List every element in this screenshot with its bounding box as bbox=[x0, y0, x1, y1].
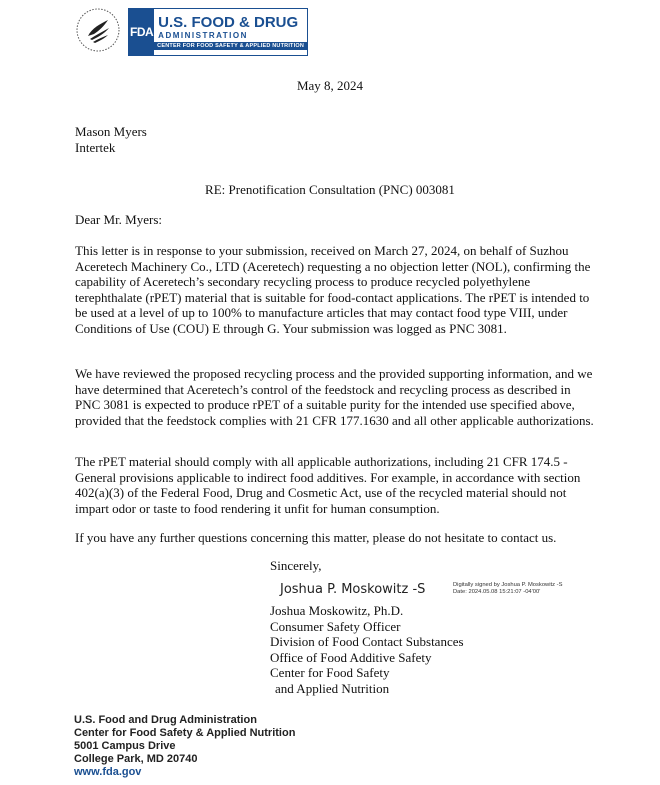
footer-website-link[interactable]: www.fda.gov bbox=[74, 766, 142, 778]
fda-title: U.S. FOOD & DRUG bbox=[158, 13, 299, 31]
fda-center-name: CENTER FOR FOOD SAFETY & APPLIED NUTRITION bbox=[154, 42, 307, 50]
footer-center: Center for Food Safety & Applied Nutrition bbox=[74, 727, 296, 739]
signer-center-cont: and Applied Nutrition bbox=[275, 680, 390, 696]
fda-badge: FDA bbox=[129, 9, 154, 55]
footer-city: College Park, MD 20740 bbox=[74, 753, 198, 765]
footer-street: 5001 Campus Drive bbox=[74, 740, 176, 752]
recipient-name: Mason Myers bbox=[75, 124, 147, 139]
paragraph-4: If you have any further questions concerning this matter, please do not hesitate to contact us. bbox=[75, 530, 557, 545]
footer-agency: U.S. Food and Drug Administration bbox=[74, 714, 257, 726]
signer-center: Center for Food Safety bbox=[270, 665, 390, 680]
signer-title: Consumer Safety Officer bbox=[270, 618, 401, 634]
fda-subtitle: ADMINISTRATION bbox=[158, 30, 248, 40]
footer-address bbox=[74, 714, 295, 779]
signer-name: Joshua Moskowitz, Ph.D. bbox=[270, 603, 404, 618]
hhs-seal-icon bbox=[74, 6, 122, 54]
digital-signature-date: Date: 2024.05.08 15:21:07 -04'00' bbox=[453, 589, 541, 595]
salutation: Dear Mr. Myers: bbox=[75, 212, 163, 227]
letter-date: May 8, 2024 bbox=[296, 78, 364, 93]
signer-office: Office of Food Additive Safety bbox=[270, 649, 432, 665]
digital-signature-line: Digitally signed by Joshua P. Moskowitz -S bbox=[453, 582, 563, 588]
recipient-block bbox=[75, 124, 147, 156]
paragraph-3: The rPET material should comply with all applicable authorizations, including 21 CFR 174.5 - General provisions applicable to indirect food additives. For example, in accordance with section 402(a)(3) of the Federal Food, Drug and Cosmetic Act, use of the recycled material should not impart odor or taste to food rendering it unfit for human consumption. bbox=[75, 454, 581, 516]
fda-logo bbox=[128, 8, 308, 56]
signature: Joshua P. Moskowitz -S bbox=[280, 582, 426, 597]
signer-block bbox=[270, 603, 464, 696]
signer-division: Division of Food Contact Substances bbox=[270, 634, 464, 649]
digital-signature-stamp bbox=[453, 582, 562, 596]
paragraph-1: This letter is in response to your submission, received on March 27, 2024, on behalf of Suzhou Aceretech Machinery Co., LTD (Aceretech) requesting a no objection letter (NOL), confirming the capability of Aceretech’s secondary recycling process to produce recycled polyethylene terephthalate (rPET) material that is suitable for food-contact applications. The rPET is intended to be used at a level of up to 100% to manufacture articles that may contact food type VIII, under Conditions of Use (COU) E through G. Your submission was logged as PNC 3081. bbox=[75, 243, 591, 336]
paragraph-2: We have reviewed the proposed recycling process and the provided supporting information, and we have determined that Aceretech’s control of the feedstock and recycling process as described in PNC 3081 is expected to produce rPET of a suitable purity for the intended use specified above, provided that the feedstock complies with 21 CFR 177.1630 and all other applicable authorizations. bbox=[75, 366, 594, 428]
closing: Sincerely, bbox=[270, 558, 322, 573]
recipient-org: Intertek bbox=[75, 140, 116, 155]
re-line: RE: Prenotification Consultation (PNC) 003081 bbox=[205, 182, 455, 197]
